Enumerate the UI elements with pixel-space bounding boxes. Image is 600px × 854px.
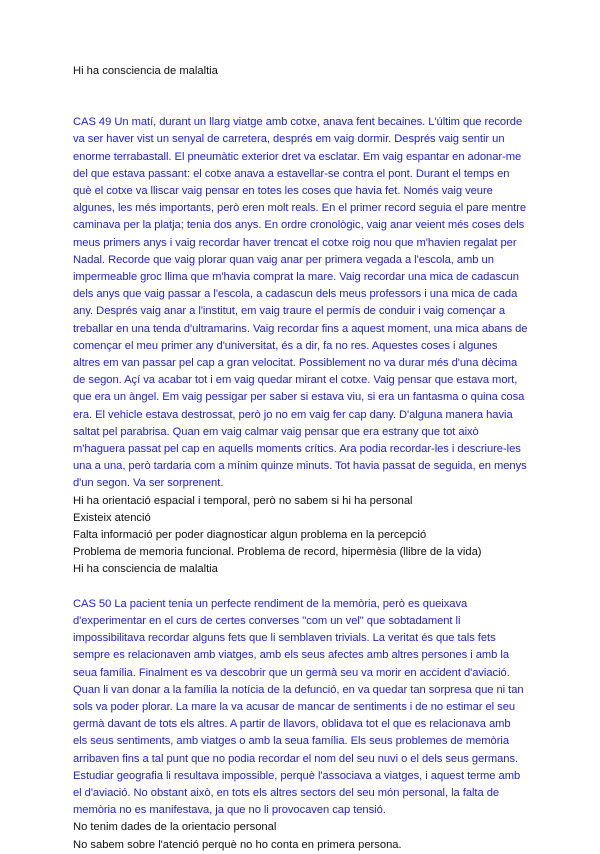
- case-50-line: Quan li van donar a la família la notícia de la defunció, en va quedar tan sorpresa que ni tan: [73, 683, 524, 696]
- case-49-note: Existeix atenció: [73, 511, 151, 524]
- spacer: [73, 80, 543, 97]
- case-49-line: d'un segon. Va ser sorprenent.: [73, 477, 224, 490]
- case-49-line: saltat pel parabrisa. Quan em vaig calmar vaig pensar que era estrany que tot això: [73, 425, 479, 438]
- case-49-line: començar el meu primer any d'universitat, és a dir, fa no res. Aquestes coses i algunes: [73, 339, 498, 352]
- case-49-line: Nadal. Recorde que vaig plorar quan vaig anar per primera vegada a l'escola, amb un: [73, 253, 494, 266]
- case-49-note: Problema de memoria funcional. Problema de record, hipermèsia (llibre de la vida): [73, 546, 482, 559]
- case-49-line: altres em van passar pel cap a gran velocitat. Possiblement no va durar més d'una dècima: [73, 357, 518, 370]
- case-50-line: els seus sentiments, amb viatges o amb la seua família. Els seus problemes de memòria: [73, 735, 509, 748]
- case-50-note: No sabem sobre l'atenció perquè no ho conta en primera persona.: [73, 838, 402, 851]
- case-50-line: arribaven fins a tal punt que no podia recordar el nom del seu nuvi o el dels seus germans.: [73, 752, 519, 765]
- case-50-line: sempre es relacionaven amb viatges, amb els seus afectes amb altres persones i amb la: [73, 649, 510, 662]
- case-49-note: Falta informació per poder diagnosticar algun problema en la percepció: [73, 529, 427, 542]
- case-49-line: caminava per la platja; tenia dos anys. En ordre cronològic, vaig anar veient més coses dels: [73, 219, 525, 232]
- case-49-notes: [73, 493, 543, 579]
- case-50-note: No tenim dades de la orientacio personal: [73, 821, 277, 834]
- case-49-text: [73, 114, 543, 492]
- case-49-line: CAS 49 Un matí, durant un llarg viatge amb cotxe, anava fent becaines. L'últim que recorde: [73, 116, 523, 129]
- heading-consciousness: Hi ha consciencia de malaltia: [73, 65, 218, 77]
- case-49-note: Hi ha consciencia de malaltia: [73, 563, 218, 576]
- case-49-line: que era un àngel. Em vaig pessigar per saber si estava viu, si era un fantasma o quina cosa: [73, 391, 525, 404]
- case-50-line: impossibilitava recordar alguns fets que li semblaven trivials. La veritat és que tals fets: [73, 632, 496, 645]
- case-49-line: meus primers anys i vaig recordar haver trencat el cotxe roig nou que m'havien regalat per: [73, 236, 517, 249]
- case-49-line: treballar en una tenda d'ultramarins. Vaig recordar fins a aquest moment, una mica abans de: [73, 322, 528, 335]
- case-50-line: el d'aviació. No obstant això, en tots els altres sectors del seu món personal, la falta de: [73, 786, 500, 799]
- case-50-line: seua família. Finalment es va descobrir que un germà seu va morir en accident d'aviació.: [73, 666, 510, 679]
- case-49-line: de segon. Açí va acabar tot i em vaig quedar mirant el cotxe. Vaig pensar que estava mort,: [73, 374, 518, 387]
- case-49-line: dels anys que vaig passar a l'escola, a cadascun dels meus professors i una mica de cada: [73, 288, 518, 301]
- case-49-line: era. El vehicle estava destrossat, però jo no em vaig fer cap dany. D'alguna manera havia: [73, 408, 513, 421]
- case-49-line: algunes, les més importants, però eren molt reals. En el primer record seguia el pare mentre: [73, 202, 527, 215]
- case-50-line: germà davant de tots els altres. A partir de llavors, oblidava tot el que es relacionava amb: [73, 718, 511, 731]
- case-49-line: impermeable groc llima que m'havia comprat la mare. Vaig recordar una mica de cadascun: [73, 271, 519, 284]
- case-50-line: d'experimentar en el curs de certes converses "com un vel" que sobtadament li: [73, 614, 461, 627]
- case-50-notes: [73, 819, 543, 853]
- case-50-line: memòria no es manifestava, ja que no li provocaven cap tensió.: [73, 804, 386, 817]
- case-50-text: [73, 596, 543, 820]
- case-49-note: Hi ha orientació espacial i temporal, però no sabem si hi ha personal: [73, 494, 413, 507]
- case-49-line: va ser haver vist un senyal de carretera, després em vaig dormir. Després vaig sentir un: [73, 133, 505, 146]
- case-49-line: del que estava passant: el cotxe anava a estavellar-se contra el pont. Durant el temps en: [73, 167, 510, 180]
- case-49-line: m'haguera passat pel cap en aquells moments crítics. Ara podia recordar-les i descriure-les: [73, 443, 521, 456]
- document-page: [73, 63, 543, 854]
- case-50-line: sols va poder plorar. La mare la va acusar de mancar de sentiments i de no estimar el seu: [73, 700, 516, 713]
- case-49-line: enorme terrabastall. El pneumàtic exterior dret va esclatar. Em vaig espantar en adonar-me: [73, 150, 522, 163]
- spacer: [73, 579, 543, 596]
- case-49-line: què el cotxe va lliscar vaig pensar en totes les coses que havia fet. Només vaig veure: [73, 185, 493, 198]
- spacer: [73, 97, 543, 114]
- case-50-line: CAS 50 La pacient tenia un perfecte rendiment de la memòria, però es queixava: [73, 597, 468, 610]
- case-49-line: any. Després vaig anar a l'institut, em vaig traure el permís de conduir i vaig començar a: [73, 305, 506, 318]
- case-50-line: Estudiar geografia li resultava impossible, perquè l'associava a viatges, i aquest terme amb: [73, 769, 521, 782]
- case-49-line: una a una, però tardaria com a mínim quinze minuts. Tot havia passat de seguida, en menys: [73, 460, 527, 473]
